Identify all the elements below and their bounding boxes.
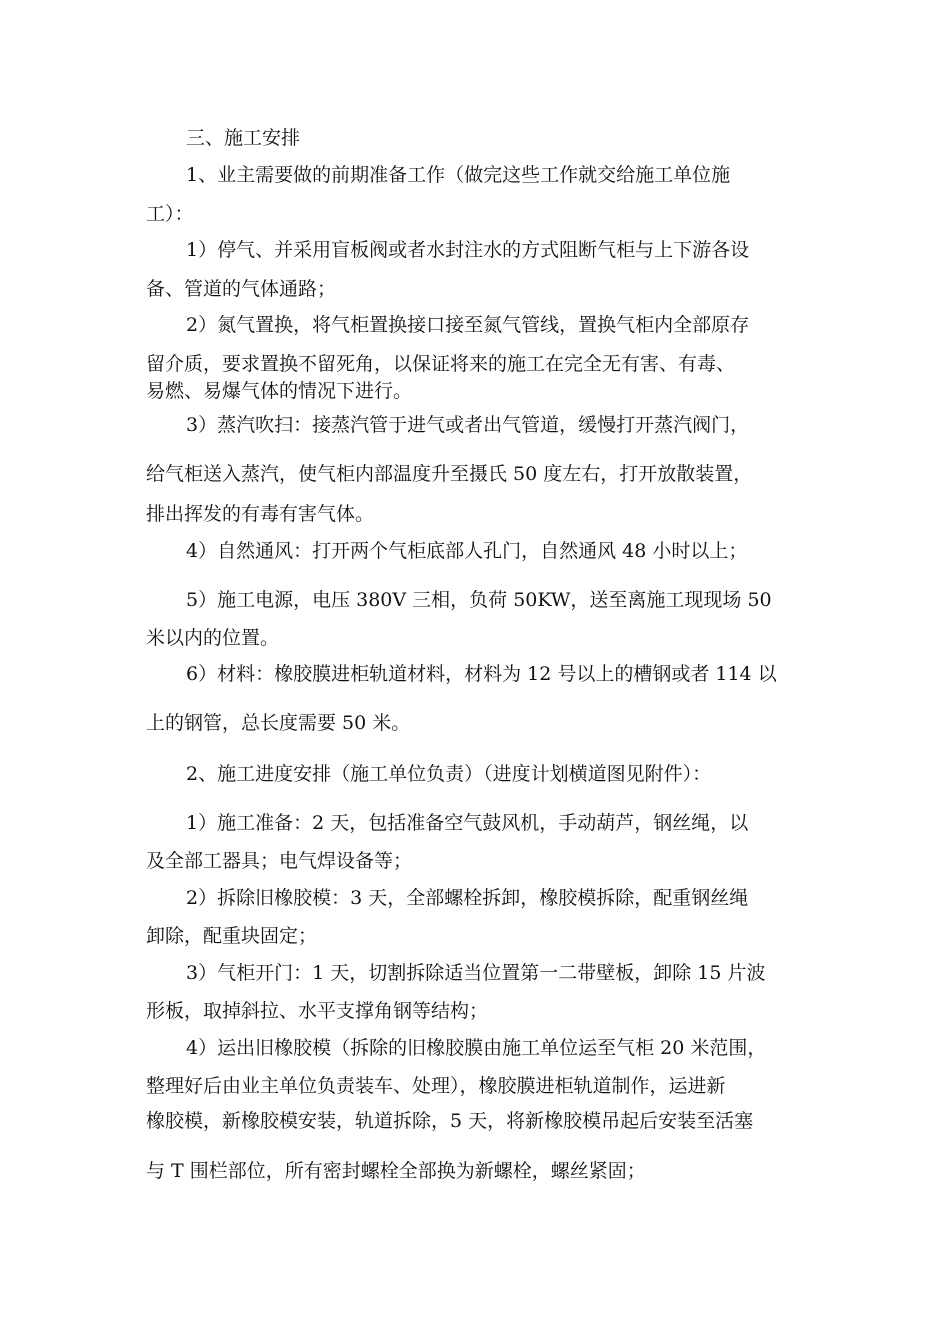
section-heading: 2、施工进度安排（施工单位负责）（进度计划横道图见附件）：: [186, 763, 712, 785]
paragraph-line: 4）运出旧橡胶模（拆除的旧橡胶膜由施工单位运至气柜 20 米范围，: [186, 1037, 767, 1059]
paragraph-line: 形板，取掉斜拉、水平支撑角钢等结构；: [146, 1000, 489, 1022]
paragraph-line: 及全部工器具；电气焊设备等；: [146, 850, 413, 872]
paragraph-line: 3）蒸汽吹扫：接蒸汽管于进气或者出气管道，缓慢打开蒸汽阀门，: [186, 414, 750, 436]
paragraph-line: 1）施工准备：2 天，包括准备空气鼓风机，手动葫芦，钢丝绳，以: [186, 812, 749, 834]
paragraph-line: 3）气柜开门：1 天，切割拆除适当位置第一二带壁板，卸除 15 片波: [186, 962, 766, 984]
paragraph-line: 工）：: [146, 203, 194, 225]
paragraph-line: 米以内的位置。: [146, 627, 280, 649]
paragraph-line: 上的钢管，总长度需要 50 米。: [146, 712, 411, 734]
paragraph-line: 卸除，配重块固定；: [146, 925, 318, 947]
paragraph-line: 1）停气、并采用盲板阀或者水封注水的方式阻断气柜与上下游各设: [186, 239, 750, 261]
paragraph-line: 5）施工电源，电压 380V 三相，负荷 50KW，送至离施工现现场 50: [186, 589, 772, 611]
paragraph-line: 整理好后由业主单位负责装车、处理），橡胶膜进柜轨道制作，运进新: [146, 1075, 726, 1097]
paragraph-line: 4）自然通风：打开两个气柜底部人孔门，自然通风 48 小时以上；: [186, 540, 748, 562]
paragraph-line: 易燃、易爆气体的情况下进行。: [146, 380, 413, 402]
paragraph-line: 给气柜送入蒸汽，使气柜内部温度升至摄氏 50 度左右，打开放散装置，: [146, 463, 753, 485]
paragraph-line: 排出挥发的有毒有害气体。: [146, 503, 375, 525]
paragraph-line: 与 T 围栏部位，所有密封螺栓全部换为新螺栓，螺丝紧固；: [146, 1160, 646, 1182]
paragraph-line: 留介质，要求置换不留死角，以保证将来的施工在完全无有害、有毒、: [146, 353, 736, 375]
paragraph-line: 6）材料：橡胶膜进柜轨道材料，材料为 12 号以上的槽钢或者 114 以: [186, 663, 777, 685]
paragraph-line: 1、业主需要做的前期准备工作（做完这些工作就交给施工单位施: [186, 164, 731, 186]
paragraph-line: 备、管道的气体通路；: [146, 278, 337, 300]
section-heading: 三、施工安排: [186, 127, 301, 149]
paragraph-line: 2）氮气置换，将气柜置换接口接至氮气管线，置换气柜内全部原存: [186, 314, 750, 336]
paragraph-line: 2）拆除旧橡胶模：3 天，全部螺栓拆卸，橡胶模拆除，配重钢丝绳: [186, 887, 749, 909]
paragraph-line: 橡胶模，新橡胶模安装，轨道拆除，5 天，将新橡胶模吊起后安装至活塞: [146, 1110, 754, 1132]
